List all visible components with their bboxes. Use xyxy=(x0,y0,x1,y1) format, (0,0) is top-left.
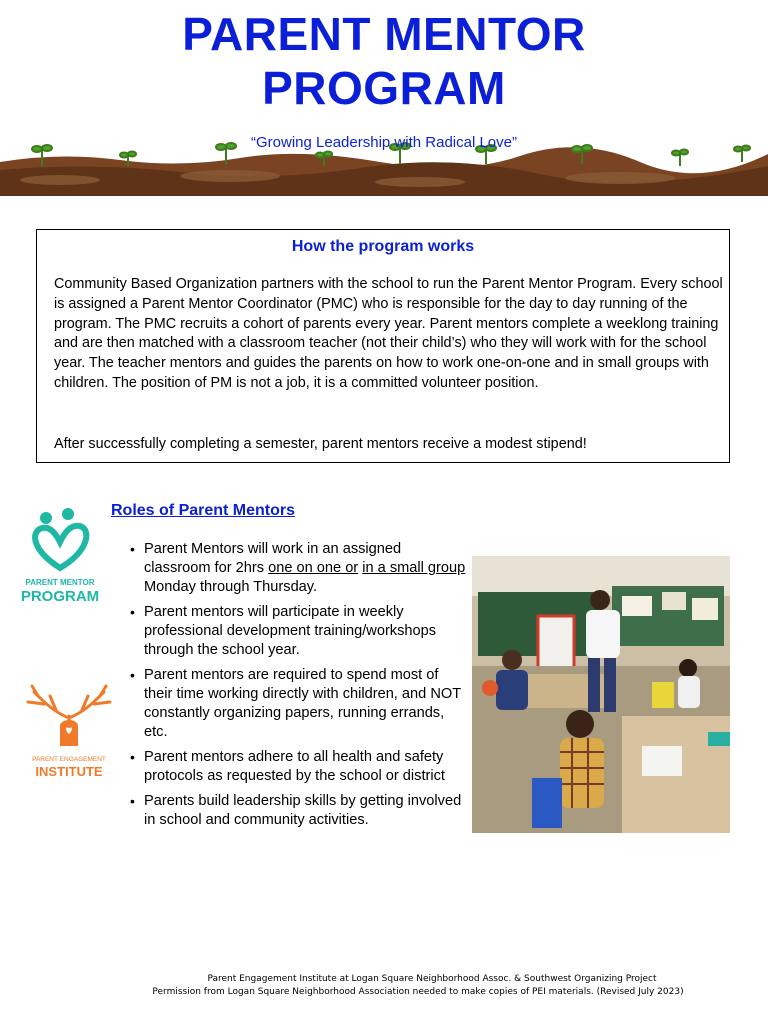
pei-logo-line2: INSTITUTE xyxy=(35,764,103,779)
footer-line2: Permission from Logan Square Neighborhood Association needed to make copies of PEI materials. (Revised July 2023) xyxy=(152,987,684,997)
list-item: • Parent mentors are required to spend most of their time working directly with children, and NOT constantly organizing papers, running errands, etc. xyxy=(130,666,470,742)
page-subtitle: “Growing Leadership with Radical Love” xyxy=(251,134,517,151)
parent-mentor-program-logo xyxy=(12,508,108,608)
list-item: • Parent mentors adhere to all health and safety protocols as requested by the school or district xyxy=(130,748,470,786)
how-it-works-heading: How the program works xyxy=(291,238,475,255)
how-it-works-box xyxy=(36,229,730,463)
pm-logo-line1: PARENT MENTOR xyxy=(25,578,95,587)
roles-list xyxy=(130,540,470,836)
list-item: • Parent Mentors will work in an assigned classroom for 2hrs one on one or in a small group Monday through Thursday. xyxy=(130,540,470,597)
parent-engagement-institute-logo xyxy=(14,682,124,782)
page-title-line2: PROGRAM xyxy=(262,62,506,114)
pm-logo-line2: PROGRAM xyxy=(20,588,100,605)
how-it-works-paragraph: Community Based Organization partners with the school to run the Parent Mentor Program. Every school is assigned a Parent Mentor Coordinator (PMC) who is responsible for the day to day running of the program. The PMC recruits a cohort of parents every year. Parent mentors complete a weeklong training and are then matched with a classroom teacher (not their child’s) who they will work with for the school year. The teacher mentors and guides the parents on how to work one-on-one and in small groups with children. The position of PM is not a job, it is a committed volunteer position. xyxy=(54,276,723,391)
pei-logo-line1: PARENT ENGAGEMENT xyxy=(32,756,106,763)
tree-icon xyxy=(14,682,124,746)
footer-line1: Parent Engagement Institute at Logan Square Neighborhood Assoc. & Southwest Organizing Project xyxy=(207,974,657,984)
page-title-line1: PARENT MENTOR xyxy=(182,8,586,60)
list-item: • Parents build leadership skills by getting involved in school and community activities. xyxy=(130,792,470,830)
heart-figures-icon xyxy=(12,508,108,572)
stipend-note: After successfully completing a semester, parent mentors receive a modest stipend! xyxy=(54,436,587,452)
classroom-photo xyxy=(472,556,730,833)
list-item: • Parent mentors will participate in weekly professional development training/workshops through the school year. xyxy=(130,603,470,660)
roles-heading: Roles of Parent Mentors xyxy=(111,502,296,519)
